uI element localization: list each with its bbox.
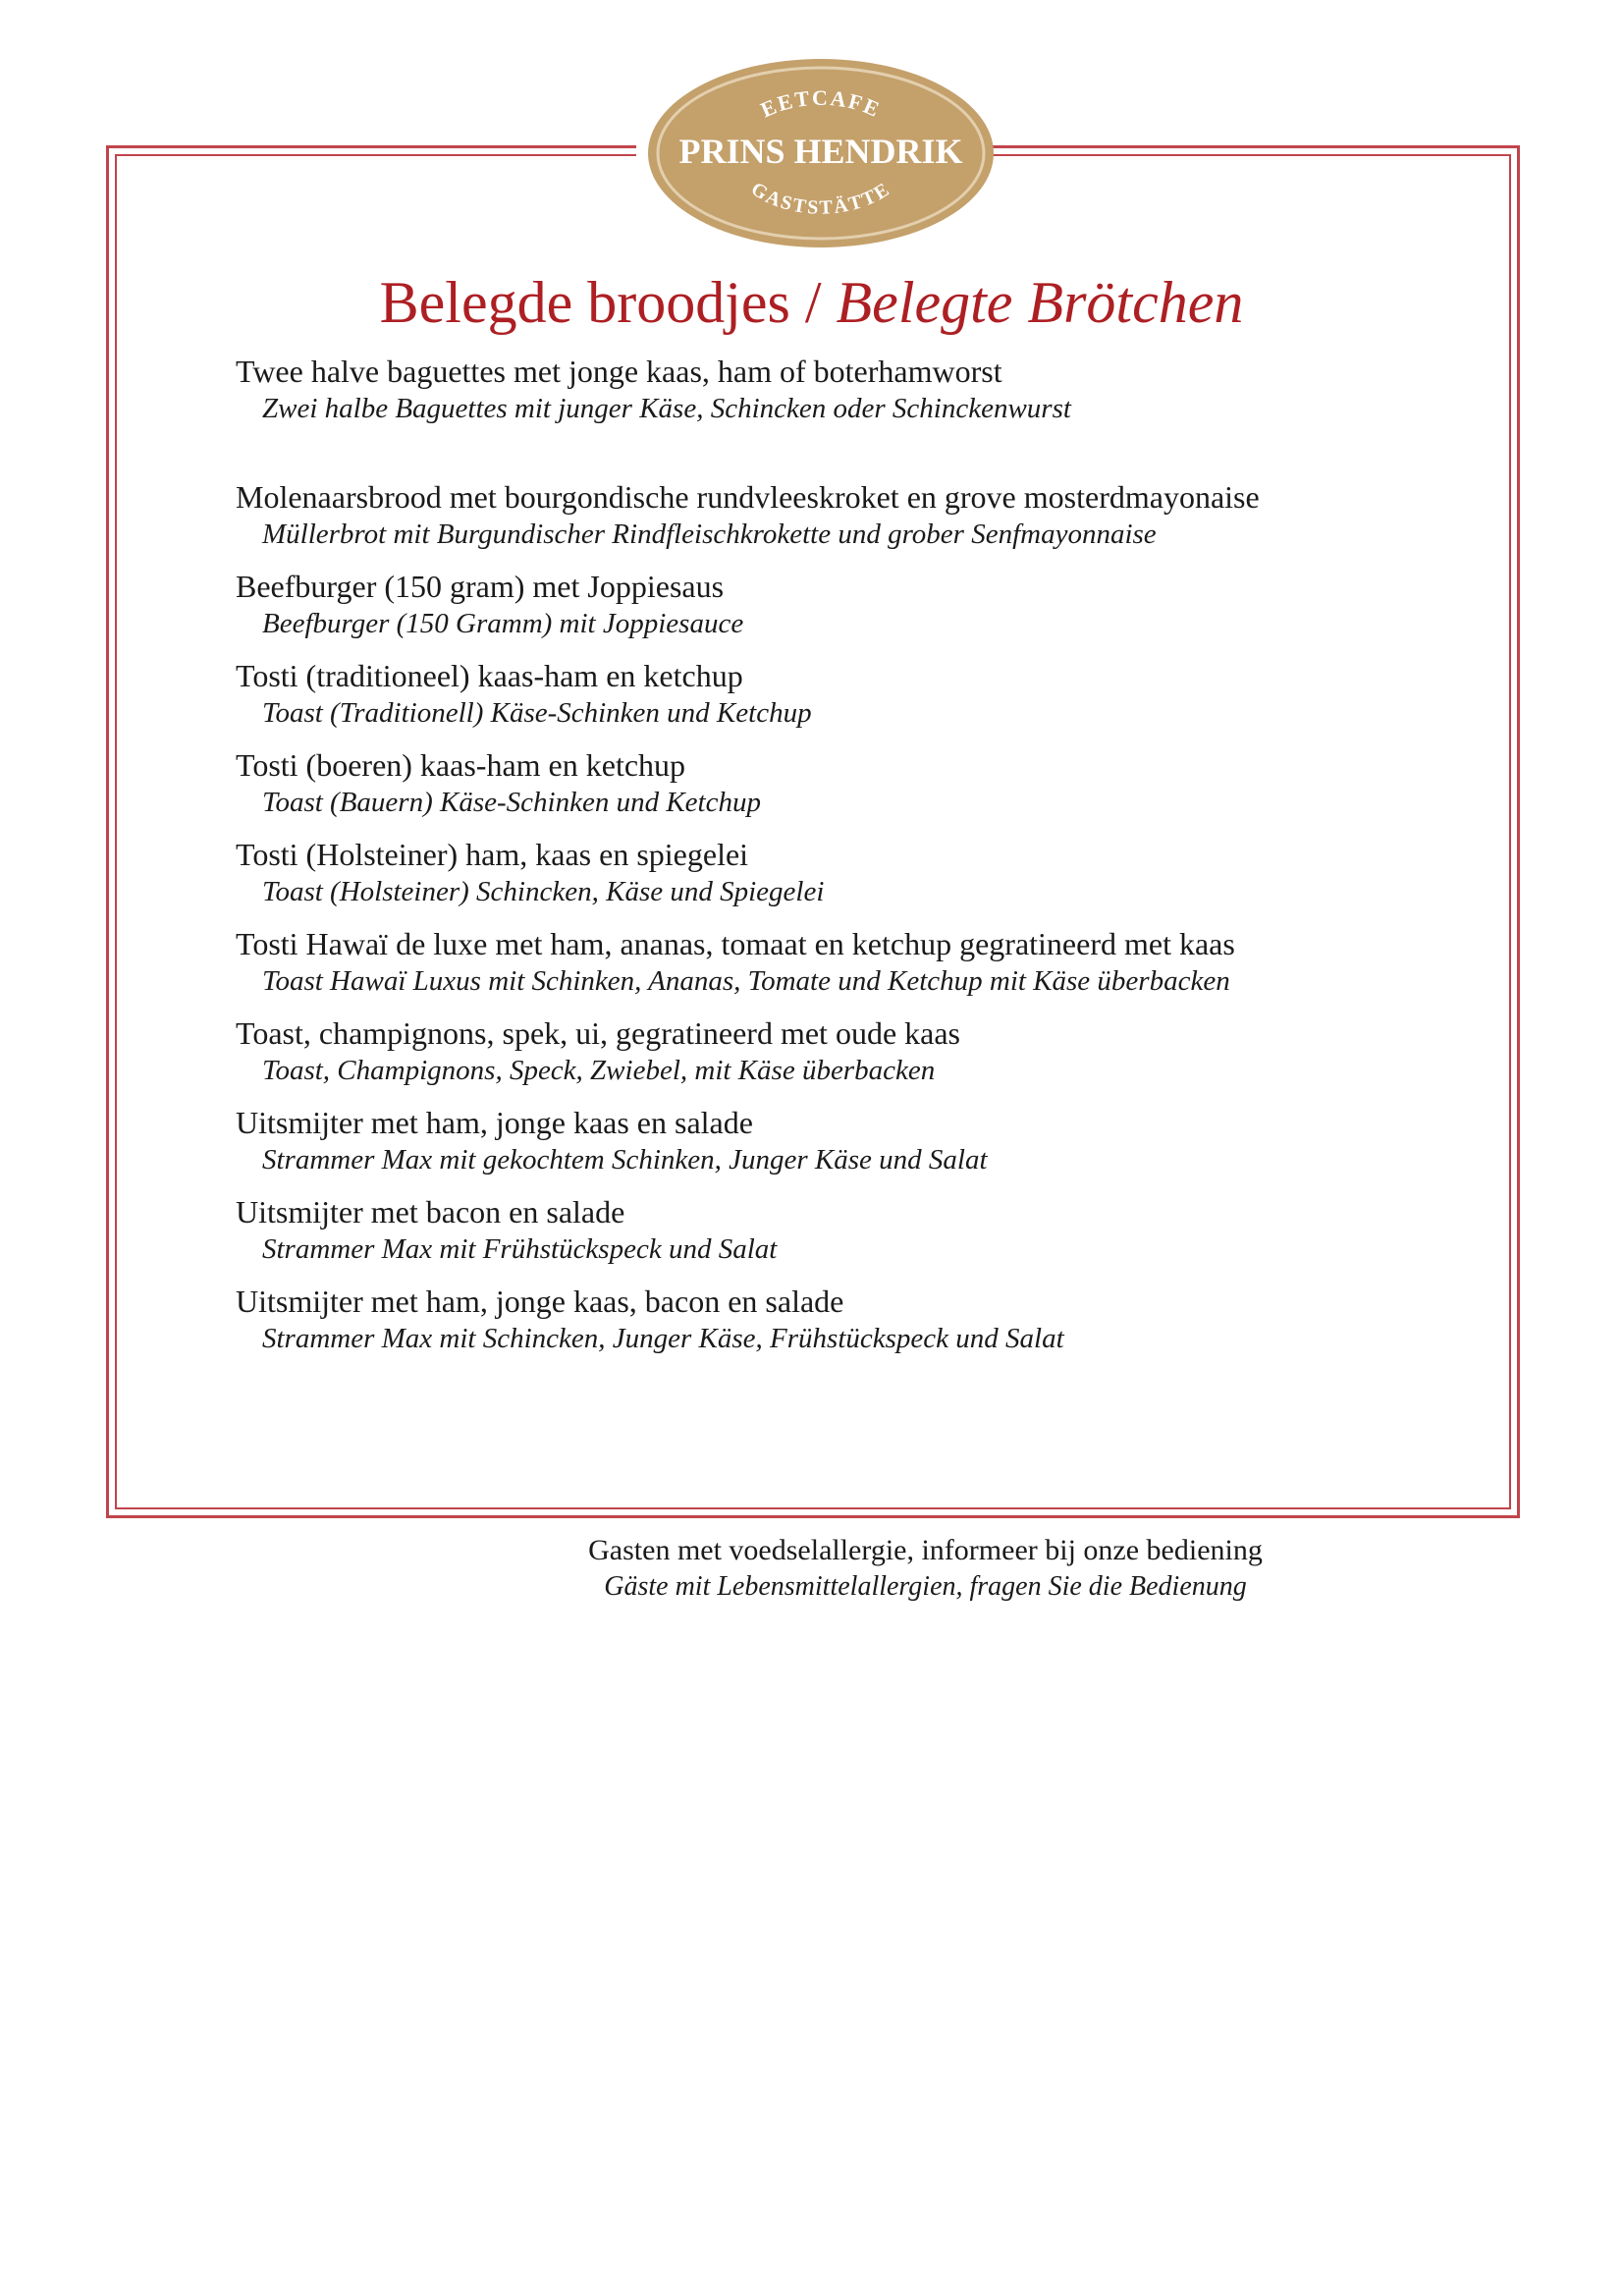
menu-item bbox=[236, 835, 1375, 909]
menu-item bbox=[236, 656, 1375, 731]
allergy-notice-german: Gäste mit Lebensmittelallergien, fragen Sie die Bedienung bbox=[604, 1571, 1247, 1602]
menu-item bbox=[236, 924, 1375, 999]
logo-main-text: PRINS HENDRIK bbox=[678, 132, 963, 171]
menu-item-dutch: Tosti Hawaï de luxe met ham, ananas, tomaat en ketchup gegratineerd met kaas bbox=[236, 926, 1235, 961]
menu-item-german: Beefburger (150 Gramm) mit Joppiesauce bbox=[262, 608, 744, 639]
menu-item bbox=[236, 477, 1375, 552]
menu-items-list bbox=[236, 352, 1375, 1356]
menu-item-german: Strammer Max mit Schincken, Junger Käse, Frühstückspeck und Salat bbox=[262, 1323, 1064, 1354]
allergy-notice bbox=[0, 1532, 1623, 1605]
menu-item-german: Zwei halbe Baguettes mit junger Käse, Schincken oder Schinckenwurst bbox=[262, 393, 1071, 424]
logo-emblem bbox=[646, 57, 996, 249]
menu-heading bbox=[0, 263, 1623, 342]
menu-heading-german: Belegte Brötchen bbox=[836, 270, 1244, 335]
menu-item bbox=[236, 745, 1375, 820]
menu-heading-dutch: Belegde broodjes / bbox=[379, 270, 837, 335]
menu-item-dutch: Uitsmijter met bacon en salade bbox=[236, 1194, 625, 1230]
menu-item bbox=[236, 352, 1375, 426]
menu-item-german: Müllerbrot mit Burgundischer Rindfleischkrokette und grober Senfmayonnaise bbox=[262, 519, 1157, 550]
menu-item-dutch: Twee halve baguettes met jonge kaas, ham of boterhamworst bbox=[236, 354, 1002, 389]
menu-item-german: Strammer Max mit Frühstückspeck und Salat bbox=[262, 1233, 778, 1265]
menu-item bbox=[236, 1013, 1375, 1088]
menu-item-german: Toast (Bauern) Käse-Schinken und Ketchup bbox=[262, 787, 761, 818]
menu-item-dutch: Uitsmijter met ham, jonge kaas, bacon en salade bbox=[236, 1284, 844, 1319]
menu-item-dutch: Uitsmijter met ham, jonge kaas en salade bbox=[236, 1105, 753, 1140]
menu-item bbox=[236, 1282, 1375, 1356]
menu-item-german: Toast Hawaï Luxus mit Schinken, Ananas, Tomate und Ketchup mit Käse überbacken bbox=[262, 965, 1230, 997]
menu-item-dutch: Tosti (Holsteiner) ham, kaas en spiegelei bbox=[236, 837, 749, 872]
menu-item bbox=[236, 567, 1375, 641]
restaurant-logo bbox=[646, 57, 996, 249]
menu-item-dutch: Beefburger (150 gram) met Joppiesaus bbox=[236, 569, 725, 604]
menu-item-german: Toast (Holsteiner) Schincken, Käse und Spiegelei bbox=[262, 876, 825, 907]
logo-bottom-text: GASTSTÄTTE bbox=[746, 178, 895, 219]
allergy-notice-dutch: Gasten met voedselallergie, informeer bij onze bediening bbox=[588, 1534, 1263, 1566]
menu-item-german: Strammer Max mit gekochtem Schinken, Junger Käse und Salat bbox=[262, 1144, 988, 1175]
menu-item-german: Toast, Champignons, Speck, Zwiebel, mit Käse überbacken bbox=[262, 1055, 936, 1086]
logo-top-text: EETCAFE bbox=[756, 84, 886, 123]
menu-item-dutch: Tosti (boeren) kaas-ham en ketchup bbox=[236, 747, 686, 783]
menu-item-dutch: Molenaarsbrood met bourgondische rundvleeskroket en grove mosterdmayonaise bbox=[236, 479, 1260, 515]
menu-item bbox=[236, 1103, 1375, 1177]
menu-item bbox=[236, 1192, 1375, 1267]
menu-item-dutch: Toast, champignons, spek, ui, gegratineerd met oude kaas bbox=[236, 1015, 960, 1051]
menu-item-german: Toast (Traditionell) Käse-Schinken und Ketchup bbox=[262, 697, 812, 729]
menu-item-dutch: Tosti (traditioneel) kaas-ham en ketchup bbox=[236, 658, 743, 693]
